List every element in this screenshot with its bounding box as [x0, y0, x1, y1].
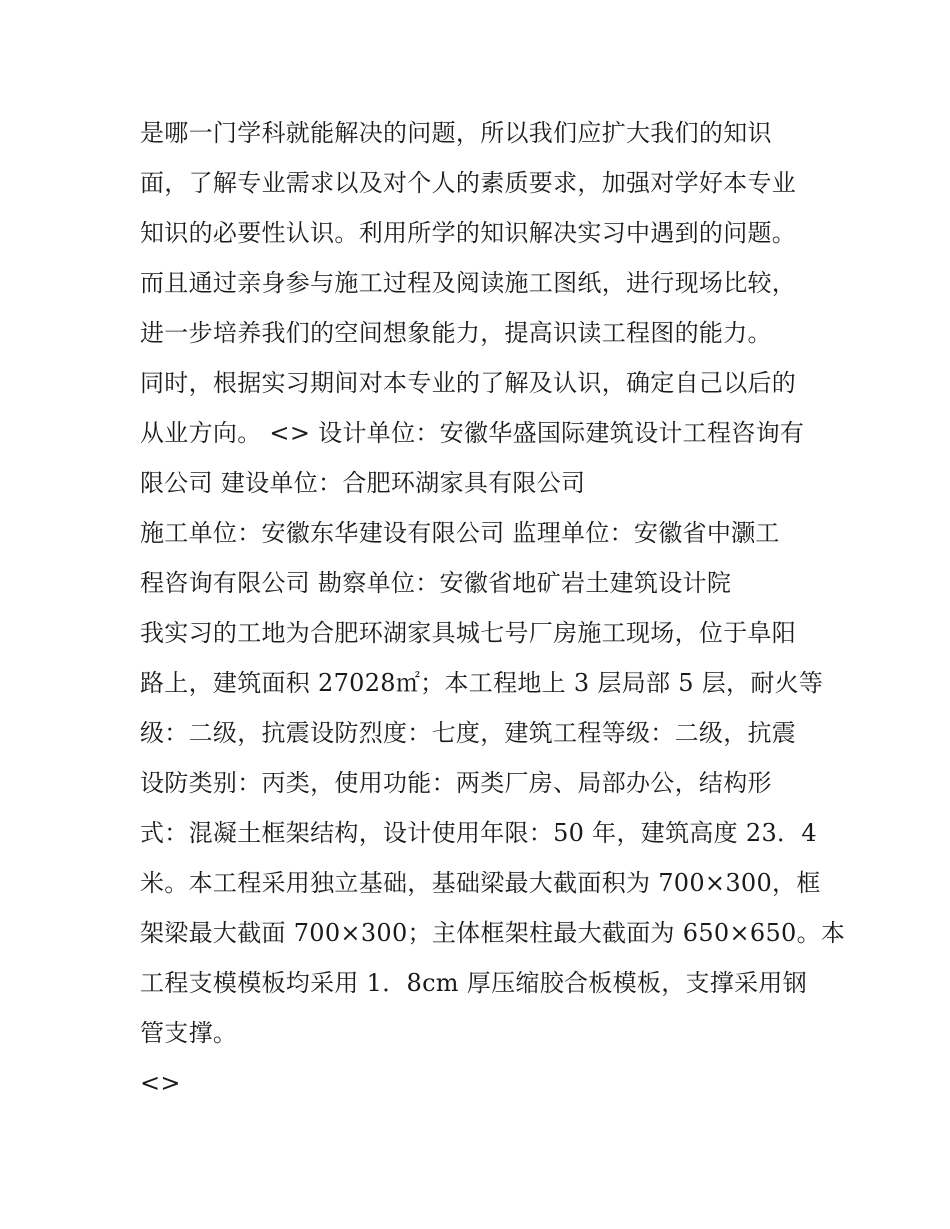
text-line-10: 程咨询有限公司 勘察单位：安徽省地矿岩土建筑设计院	[140, 569, 732, 597]
text-line-19: 管支撑。	[140, 1019, 238, 1047]
text-line-9: 施工单位：安徽东华建设有限公司 监理单位：安徽省中灏工	[140, 519, 780, 547]
text-line-12: 路上，建筑面积 27028㎡；本工程地上 3 层局部 5 层，耐火等	[140, 669, 824, 697]
text-line-5: 进一步培养我们的空间想象能力，提高识读工程图的能力。	[140, 319, 772, 347]
text-line-1: 是哪一门学科就能解决的问题，所以我们应扩大我们的知识	[140, 119, 772, 147]
text-line-3: 知识的必要性认识。利用所学的知识解决实习中遇到的问题。	[140, 219, 797, 247]
body-text	[140, 108, 846, 1108]
text-line-4: 而且通过亲身参与施工过程及阅读施工图纸，进行现场比较，	[140, 269, 797, 297]
text-line-20: <>	[140, 1069, 181, 1097]
text-line-2: 面，了解专业需求以及对个人的素质要求，加强对学好本专业	[140, 169, 797, 197]
text-line-18: 工程支模模板均采用 1．8cm 厚压缩胶合板模板，支撑采用钢	[140, 969, 807, 997]
text-line-8: 限公司 建设单位：合肥环湖家具有限公司	[140, 469, 586, 497]
text-line-6: 同时，根据实习期间对本专业的了解及认识，确定自己以后的	[140, 369, 797, 397]
text-line-7: 从业方向。 <> 设计单位：安徽华盛国际建筑设计工程咨询有	[140, 419, 805, 447]
text-line-11: 我实习的工地为合肥环湖家具城七号厂房施工现场，位于阜阳	[140, 619, 797, 647]
text-line-14: 设防类别：丙类，使用功能：两类厂房、局部办公，结构形	[140, 769, 772, 797]
text-line-17: 架梁最大截面 700×300；主体框架柱最大截面为 650×650。本	[140, 919, 846, 947]
text-line-15: 式：混凝土框架结构，设计使用年限：50 年，建筑高度 23．4	[140, 819, 817, 847]
text-line-16: 米。本工程采用独立基础，基础梁最大截面积为 700×300，框	[140, 869, 821, 897]
text-line-13: 级：二级，抗震设防烈度：七度，建筑工程等级：二级，抗震	[140, 719, 797, 747]
